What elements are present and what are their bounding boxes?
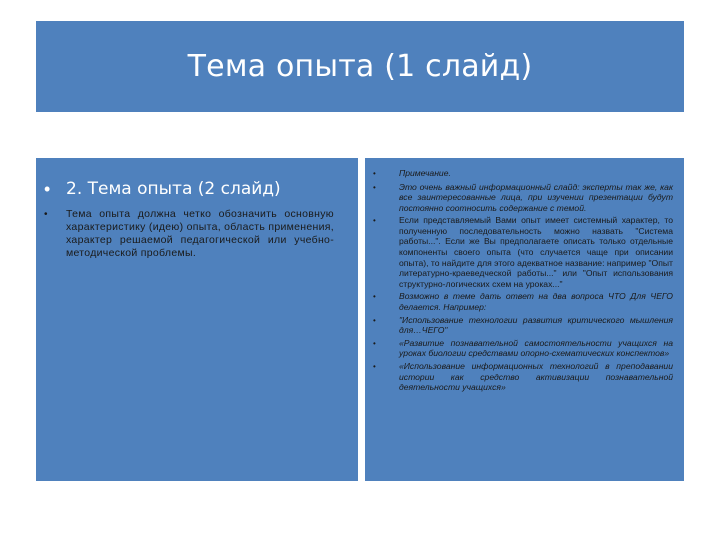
sub-bullet-text: Тема опыта должна четко обозначить основную характеристику (идею) опыта, область применения, характер решаемой педагогической или учебно-методической проблемы. [66,208,335,259]
note-item [373,338,674,359]
bullet-icon: • [373,292,376,302]
bullet-icon: • [373,169,376,178]
left-content-panel [36,158,358,481]
bullet-icon: • [373,216,376,226]
slide-title: Тема опыта (1 слайд) [187,49,533,84]
bullet-icon: • [373,338,376,348]
right-notes-panel [365,158,684,481]
main-bullet [44,176,348,202]
note-item [373,215,674,289]
sub-bullet [44,208,348,260]
bullet-icon: • [44,179,51,199]
note-item [373,315,674,336]
bullet-icon: • [373,362,376,371]
bullet-icon: • [373,315,376,325]
main-bullet-text: 2. Тема опыта (2 слайд) [66,179,281,199]
note-text: Это очень важный информационный слайд: эксперты так же, как все заинтересованные лица, при изучении презентации будут постоянно соотносить содержание с темой. [399,181,673,213]
note-item [373,168,674,180]
note-text: "Использование технологии развития критического мышления для…ЧЕГО" [399,314,673,336]
note-text: «Развитие познавательной самостоятельности учащихся на уроках биологии средствами опорно-схематических конспектов» [399,337,673,359]
bullet-icon: • [44,209,48,220]
note-text: «Использование информационных технологий в преподавании истории как средство активизации познавательной деятельности учащихся» [399,361,673,393]
notes-list [373,168,674,393]
note-item [373,361,674,393]
note-text: Возможно в теме дать ответ на два вопроса ЧТО Для ЧЕГО делается. Например: [399,291,673,313]
title-band [36,21,684,112]
note-item [373,291,674,312]
bullet-icon: • [373,182,376,192]
note-text: Примечание. [399,168,451,178]
note-text: Если представляемый Вами опыт имеет системный характер, то полученную последовательность можно назвать "Система работы...". Если же Вы предполагаете описать только отдельные компоненты своего опыта (что случается чаще при описании опыта), то найдите для этого адекватное название: например "Опыт литературно-краеведческой работы..." или "Опыт использования структурно-логических схем на уроках..." [399,215,673,289]
note-item [373,182,674,214]
